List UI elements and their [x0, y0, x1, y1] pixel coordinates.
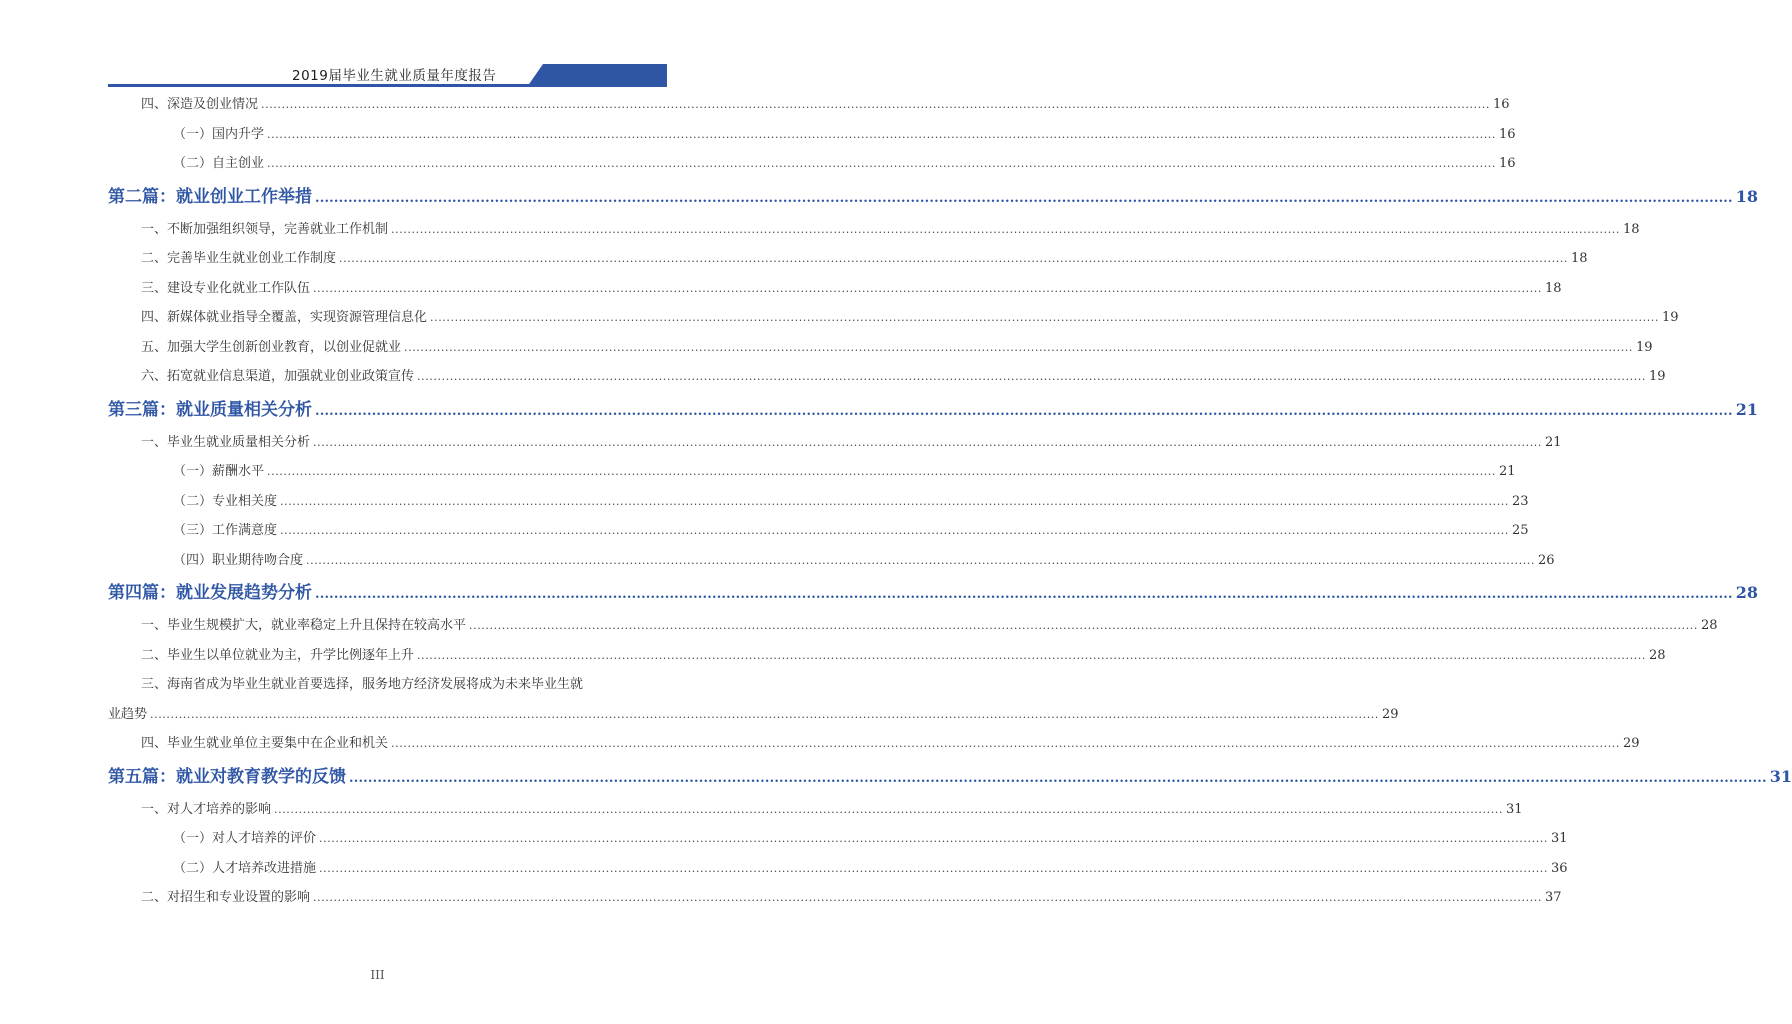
- toc-entry-page: 18: [1623, 221, 1640, 237]
- dot-leader: ............................................................................................................................................................................................................................................................................................................: [267, 157, 1496, 170]
- toc-entry-page: 21: [1545, 434, 1562, 450]
- toc-entry-text: 二、毕业生以单位就业为主，升学比例逐年上升: [141, 647, 415, 663]
- toc-entry[interactable]: [108, 457, 1516, 487]
- toc-entry-text: （二）人才培养改进措施: [173, 860, 317, 876]
- toc-entry-page: 16: [1499, 126, 1516, 142]
- toc-entry[interactable]: [108, 487, 1529, 517]
- toc-entry-text: 六、拓宽就业信息渠道，加强就业创业政策宣传: [141, 369, 415, 384]
- toc-entry-page: 28: [1735, 583, 1759, 602]
- toc-entry[interactable]: [108, 516, 1529, 546]
- toc-entry-page: 16: [1499, 156, 1516, 171]
- toc-entry-page: 21: [1499, 464, 1516, 479]
- toc-entry-text: 一、毕业生就业质量相关分析: [141, 434, 311, 450]
- toc-entry-page: 21: [1735, 399, 1759, 419]
- toc-entry-text: （二）专业相关度: [173, 493, 278, 509]
- toc-entry[interactable]: [108, 729, 1640, 759]
- report-title: 2019届毕业生就业质量年度报告: [292, 68, 497, 84]
- toc-part-heading[interactable]: [108, 392, 1759, 428]
- toc-entry-text: （一）对人才培养的评价: [173, 831, 317, 846]
- toc-entry-page: 31: [1769, 766, 1792, 786]
- toc-entry-text: 二、完善毕业生就业创业工作制度: [141, 251, 337, 266]
- dot-leader: ............................................................................................................................................................................................................................................................................................................: [404, 340, 1633, 354]
- toc-entry-text: （一）薪酬水平: [173, 464, 265, 479]
- dot-leader: ............................................................................................................................................................................................................................................................................................................: [280, 494, 1509, 508]
- toc-entry-text: 第五篇：就业对教育教学的反馈: [108, 766, 346, 787]
- dot-leader: ............................................................................................................................................................................................................................................................................................................: [150, 707, 1379, 721]
- toc-entry[interactable]: [108, 700, 1399, 730]
- toc-entry-text: 四、毕业生就业单位主要集中在企业和机关: [141, 736, 389, 751]
- toc-entry-text: 四、新媒体就业指导全覆盖，实现资源管理信息化: [141, 310, 428, 325]
- toc-entry-page: 19: [1636, 339, 1653, 355]
- toc-entry-page: 28: [1701, 618, 1718, 633]
- header-accent-bar: [527, 64, 667, 87]
- toc-part-heading[interactable]: [108, 575, 1759, 611]
- toc-entry-text: 三、建设专业化就业工作队伍: [141, 280, 311, 296]
- dot-leader: ............................................................................................................................................................................................................................................................................................................: [349, 770, 1767, 786]
- dot-leader: ............................................................................................................................................................................................................................................................................................................: [469, 619, 1698, 632]
- toc-entry[interactable]: [108, 546, 1555, 576]
- toc-entry[interactable]: [108, 149, 1516, 179]
- header-rule: [108, 84, 548, 87]
- toc-entry-page: 18: [1571, 251, 1588, 266]
- dot-leader: ............................................................................................................................................................................................................................................................................................................: [267, 465, 1496, 478]
- toc-entry[interactable]: [108, 641, 1666, 671]
- dot-leader: ............................................................................................................................................................................................................................................................................................................: [319, 832, 1548, 845]
- toc-entry[interactable]: [108, 90, 1510, 120]
- toc-entry-text: 第四篇：就业发展趋势分析: [108, 583, 312, 603]
- toc-entry[interactable]: [108, 824, 1568, 854]
- toc-entry-text: 五、加强大学生创新创业教育，以创业促就业: [141, 339, 402, 355]
- dot-leader: ............................................................................................................................................................................................................................................................................................................: [391, 737, 1620, 750]
- dot-leader: ............................................................................................................................................................................................................................................................................................................: [339, 252, 1568, 265]
- dot-leader: ............................................................................................................................................................................................................................................................................................................: [280, 524, 1509, 537]
- toc-entry-page: 28: [1649, 647, 1666, 663]
- toc-entry-text: 业趋势: [108, 706, 148, 722]
- toc-entry-page: 18: [1735, 186, 1759, 206]
- toc-entry-text[interactable]: 三、海南省成为毕业生就业首要选择，服务地方经济发展将成为未来毕业生就: [141, 677, 584, 692]
- toc-entry-text: （一）国内升学: [173, 126, 265, 142]
- toc-entry-page: 23: [1512, 493, 1529, 509]
- toc-entry-page: 26: [1538, 552, 1555, 568]
- toc-entry-page: 29: [1382, 706, 1399, 722]
- page-header: [0, 0, 755, 90]
- dot-leader: ............................................................................................................................................................................................................................................................................................................: [261, 98, 1490, 111]
- dot-leader: ............................................................................................................................................................................................................................................................................................................: [306, 553, 1535, 567]
- dot-leader: ............................................................................................................................................................................................................................................................................................................: [417, 648, 1646, 662]
- toc-entry-page: 18: [1545, 280, 1562, 296]
- table-of-contents: [108, 90, 1792, 913]
- toc-entry[interactable]: [108, 120, 1516, 150]
- dot-leader: ............................................................................................................................................................................................................................................................................................................: [430, 311, 1659, 324]
- toc-entry[interactable]: [108, 274, 1562, 304]
- toc-part-heading[interactable]: [108, 759, 1792, 795]
- toc-entry[interactable]: [108, 883, 1562, 913]
- toc-entry-text: 二、对招生和专业设置的影响: [141, 890, 311, 905]
- toc-entry[interactable]: [108, 362, 1666, 392]
- toc-entry-page: 36: [1551, 860, 1568, 876]
- toc-entry-text: 四、深造及创业情况: [141, 97, 259, 112]
- toc-entry-text: 一、不断加强组织领导，完善就业工作机制: [141, 221, 389, 237]
- dot-leader: ............................................................................................................................................................................................................................................................................................................: [313, 435, 1542, 449]
- toc-entry-text: （三）工作满意度: [173, 523, 278, 538]
- toc-entry-page: 37: [1545, 890, 1562, 905]
- toc-entry-page: 19: [1649, 369, 1666, 384]
- dot-leader: ............................................................................................................................................................................................................................................................................................................: [315, 403, 1733, 419]
- toc-entry-text: 一、对人才培养的影响: [141, 801, 272, 817]
- toc-entry-text: 第二篇：就业创业工作举措: [108, 186, 312, 207]
- toc-entry-page: 31: [1506, 801, 1523, 817]
- page-number: III: [370, 968, 385, 982]
- toc-entry[interactable]: [108, 854, 1568, 884]
- toc-entry[interactable]: [108, 428, 1562, 458]
- toc-entry[interactable]: [108, 215, 1640, 245]
- toc-entry-text: （四）职业期待吻合度: [173, 552, 304, 568]
- toc-entry[interactable]: [108, 303, 1679, 333]
- dot-leader: ............................................................................................................................................................................................................................................................................................................: [313, 891, 1542, 904]
- toc-entry-page: 16: [1493, 97, 1510, 112]
- toc-entry[interactable]: [108, 611, 1718, 641]
- dot-leader: ............................................................................................................................................................................................................................................................................................................: [274, 802, 1503, 816]
- dot-leader: ............................................................................................................................................................................................................................................................................................................: [315, 190, 1733, 206]
- dot-leader: ............................................................................................................................................................................................................................................................................................................: [319, 861, 1548, 875]
- toc-entry-page: 29: [1623, 736, 1640, 751]
- toc-entry-page: 31: [1551, 831, 1568, 846]
- dot-leader: ............................................................................................................................................................................................................................................................................................................: [315, 587, 1733, 602]
- toc-entry[interactable]: [108, 244, 1588, 274]
- toc-entry-page: 25: [1512, 523, 1529, 538]
- toc-entry-text: 第三篇：就业质量相关分析: [108, 399, 312, 420]
- dot-leader: ............................................................................................................................................................................................................................................................................................................: [391, 222, 1620, 236]
- dot-leader: ............................................................................................................................................................................................................................................................................................................: [267, 127, 1496, 141]
- dot-leader: ............................................................................................................................................................................................................................................................................................................: [313, 281, 1542, 295]
- toc-entry[interactable]: [108, 333, 1653, 363]
- toc-entry-text: 一、毕业生规模扩大，就业率稳定上升且保持在较高水平: [141, 618, 467, 633]
- toc-entry[interactable]: [108, 795, 1523, 825]
- toc-entry-text: （二）自主创业: [173, 156, 265, 171]
- toc-part-heading[interactable]: [108, 179, 1759, 215]
- toc-entry-page: 19: [1662, 310, 1679, 325]
- dot-leader: ............................................................................................................................................................................................................................................................................................................: [417, 370, 1646, 383]
